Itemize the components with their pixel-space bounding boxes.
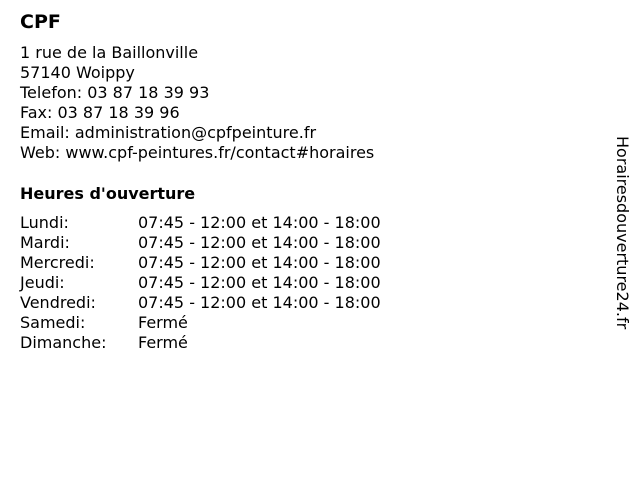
hours-row-monday xyxy=(20,213,381,233)
hours-table xyxy=(20,213,381,353)
phone-line: Telefon: 03 87 18 39 93 xyxy=(20,83,210,102)
day-label: Dimanche: xyxy=(20,333,107,352)
time-value: 07:45 - 12:00 et 14:00 - 18:00 xyxy=(138,233,381,252)
day-label: Vendredi: xyxy=(20,293,96,312)
hours-row-wednesday xyxy=(20,253,381,273)
fax-line: Fax: 03 87 18 39 96 xyxy=(20,103,180,122)
email-line: Email: administration@cpfpeinture.fr xyxy=(20,123,317,142)
web-line: Web: www.cpf-peintures.fr/contact#horaires xyxy=(20,143,375,162)
day-label: Lundi: xyxy=(20,213,69,232)
time-value: 07:45 - 12:00 et 14:00 - 18:00 xyxy=(138,213,381,232)
hours-row-saturday xyxy=(20,313,381,333)
hours-row-sunday xyxy=(20,333,381,353)
time-value: Fermé xyxy=(138,333,188,352)
time-value: 07:45 - 12:00 et 14:00 - 18:00 xyxy=(138,293,381,312)
business-name: CPF xyxy=(20,11,61,33)
day-label: Mercredi: xyxy=(20,253,95,272)
day-label: Mardi: xyxy=(20,233,70,252)
time-value: 07:45 - 12:00 et 14:00 - 18:00 xyxy=(138,253,381,272)
address-line-2: 57140 Woippy xyxy=(20,63,135,82)
address-line-1: 1 rue de la Baillonville xyxy=(20,43,199,62)
contact-block xyxy=(20,43,374,163)
hours-row-tuesday xyxy=(20,233,381,253)
day-label: Jeudi: xyxy=(20,273,65,292)
hours-row-friday xyxy=(20,293,381,313)
time-value: 07:45 - 12:00 et 14:00 - 18:00 xyxy=(138,273,381,292)
day-label: Samedi: xyxy=(20,313,86,332)
hours-row-thursday xyxy=(20,273,381,293)
time-value: Fermé xyxy=(138,313,188,332)
site-watermark: Horairesdouverture24.fr xyxy=(613,136,632,330)
hours-heading: Heures d'ouverture xyxy=(20,184,196,203)
